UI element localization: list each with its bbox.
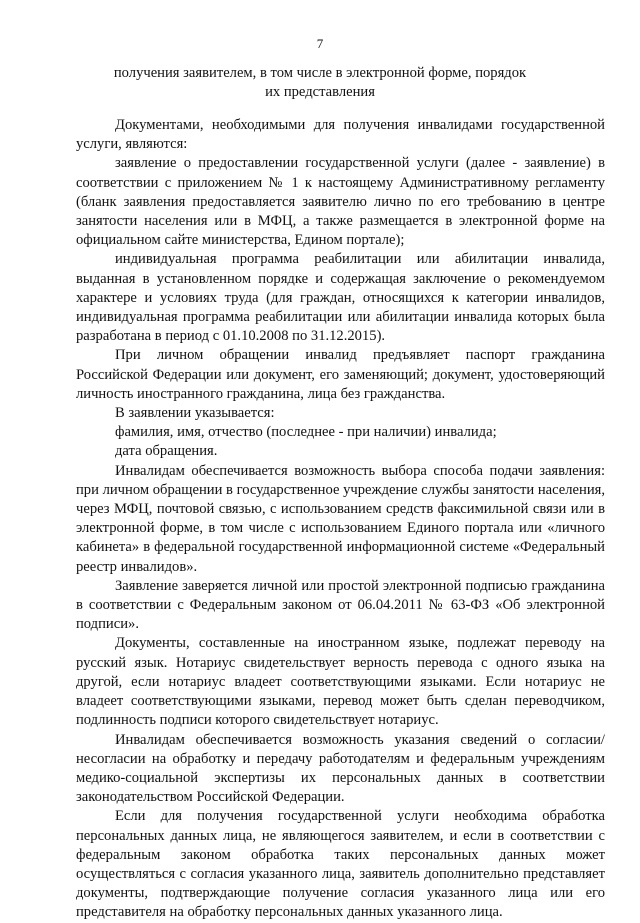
paragraph-submission-methods: Инвалидам обеспечивается возможность выбора способа подачи заявления: при личном обращении в государственное учреждение службы занятости населения, через МФЦ, почтовой связью, с использованием средств факсимильной связи или в электронной форме, в том числе с использованием Единого портала или «личного кабинета» в федеральной государственной информационной системе «Федеральный реестр инвалидов». — [76, 462, 605, 575]
paragraph-full-name: фамилия, имя, отчество (последнее - при наличии) инвалида; — [115, 424, 497, 441]
document-body — [76, 116, 605, 923]
page-number: 7 — [316, 36, 324, 51]
section-heading: получения заявителем, в том числе в электронной форме, порядок их представления — [113, 65, 527, 100]
paragraph-required-documents: Документами, необходимыми для получения инвалидами государственной услуги, являются: — [76, 117, 605, 153]
paragraph-personal-appeal: При личном обращении инвалид предъявляет паспорт гражданина Российской Федерации или документ, его заменяющий; документ, удостоверяющий личность иностранного гражданина, лица без гражданства. — [76, 347, 605, 402]
paragraph-rehabilitation-program: индивидуальная программа реабилитации или абилитации инвалида, выданная в установленном порядке и содержащая заключение о рекомендуемом характере и условиях труда (для граждан, относящихся к категории инвалидов, индивидуальная программа реабилитации или абилитации инвалида которых была разработана в период с 01.10.2008 по 31.12.2015). — [76, 251, 605, 345]
paragraph-application-contents: В заявлении указывается: — [115, 405, 275, 422]
paragraph-translation: Документы, составленные на иностранном языке, подлежат переводу на русский язык. Нотариус свидетельствует верность перевода с одного языка на другой, если нотариус владеет соответствующими языками. Если нотариус не владеет соответствующими языками, перевод может быть сделан переводчиком, подлинность подписи которого свидетельствует нотариус. — [76, 635, 605, 729]
paragraph-application: заявление о предоставлении государственной услуги (далее - заявление) в соответствии с приложением № 1 к настоящему Административному регламенту (бланк заявления предоставляется заявителю лично по его требованию в центре занятости населения или в МФЦ, а также размещается в электронной форме на официальном сайте министерства, Едином портале); — [76, 155, 605, 249]
paragraph-signature: Заявление заверяется личной или простой электронной подписью гражданина в соответствии с Федеральным законом от 06.04.2011 № 63-ФЗ «Об электронной подписи». — [76, 577, 605, 633]
paragraph-appeal-date: дата обращения. — [115, 443, 218, 460]
paragraph-personal-data: Если для получения государственной услуги необходима обработка персональных данных лица, не являющегося заявителем, и если в соответствии с федеральным законом обработка таких персональных данных может осуществляться с согласия указанного лица, заявитель дополнительно представляет документы, подтверждающие получение согласия указанного лица или его представителя на обработку персональных данных указанного лица. — [76, 808, 605, 921]
paragraph-consent: Инвалидам обеспечивается возможность указания сведений о согласии/несогласии на обработку и передачу работодателям и федеральным учреждениям медико-социальной экспертизы их персональных данных в соответствии законодательством Российской Федерации. — [76, 731, 605, 806]
